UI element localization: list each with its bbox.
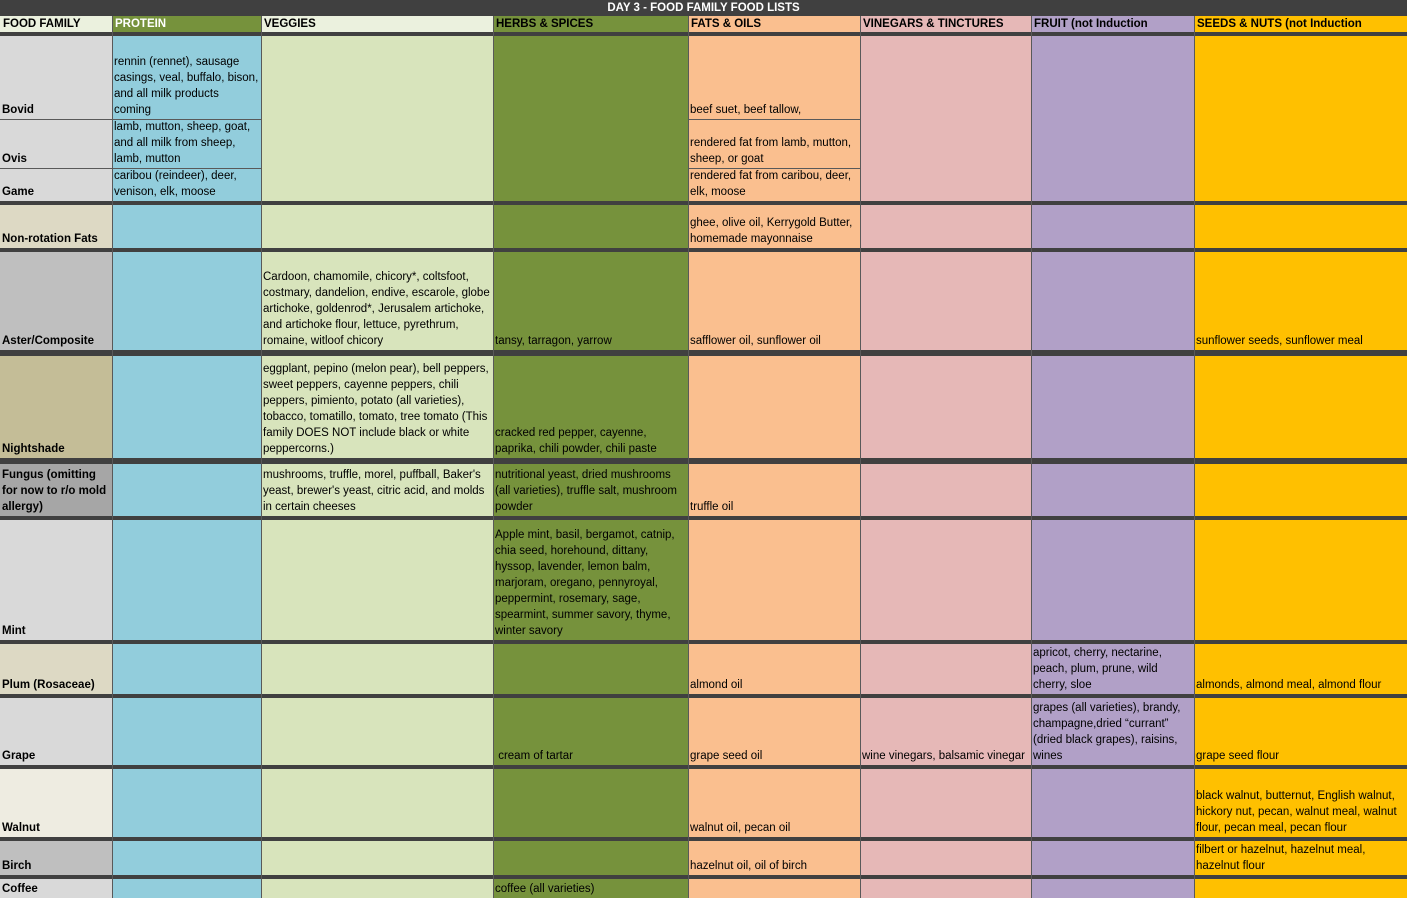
herbs-cell <box>493 520 688 640</box>
fruit-cell <box>1031 879 1194 898</box>
column-border <box>1031 16 1032 898</box>
seeds-cell <box>1194 769 1407 837</box>
vinegars-cell <box>860 205 1031 248</box>
seeds-cell <box>1194 356 1407 458</box>
column-border <box>860 16 861 898</box>
protein-cell <box>112 464 261 516</box>
fats-cell <box>688 841 860 875</box>
fats-cell <box>688 769 860 837</box>
fats-cell <box>688 644 860 694</box>
herbs-cell <box>493 698 688 765</box>
seeds-cell <box>1194 520 1407 640</box>
column-header-protein: PROTEIN <box>112 16 261 32</box>
fats-text: beef suet, beef tallow, <box>690 104 802 116</box>
column-header-vinegars: VINEGARS & TINCTURES <box>860 16 1031 32</box>
food-family-label: Walnut <box>2 822 40 834</box>
fruit-text: apricot, cherry, nectarine, peach, plum, prune, wild cherry, sloe <box>1033 647 1166 691</box>
food-family-cell <box>0 252 112 350</box>
protein-cell <box>112 119 261 168</box>
seeds-text: grape seed flour <box>1196 750 1280 762</box>
food-family-cell <box>0 36 112 119</box>
herbs-text: cracked red pepper, cayenne, paprika, chili powder, chili paste <box>495 427 657 455</box>
herbs-cell <box>493 644 688 694</box>
fats-cell <box>688 879 860 898</box>
row-divider <box>0 875 1407 879</box>
protein-cell <box>112 356 261 458</box>
protein-text: caribou (reindeer), deer, venison, elk, moose <box>114 170 240 198</box>
protein-cell <box>112 520 261 640</box>
herbs-cell <box>493 464 688 516</box>
veggies-cell <box>261 841 493 875</box>
veggies-cell <box>261 644 493 694</box>
veggies-cell <box>261 36 493 201</box>
fruit-cell <box>1031 841 1194 875</box>
fats-cell <box>688 252 860 350</box>
column-header-seeds: SEEDS & NUTS (not Induction <box>1194 16 1407 32</box>
food-family-label: Bovid <box>2 104 34 116</box>
seeds-text: black walnut, butternut, English walnut, hickory nut, pecan, walnut meal, walnut flour, pecan meal, pecan flour <box>1196 790 1400 834</box>
veggies-text: eggplant, pepino (melon pear), bell peppers, sweet peppers, cayenne peppers, chili peppers, pimiento, potato (all varieties), tobacco, tomatillo, tomato, tree tomato (This family DOES NOT include black or white peppercorns.) <box>263 363 492 455</box>
veggies-cell <box>261 464 493 516</box>
fruit-cell <box>1031 464 1194 516</box>
herbs-text: coffee (all varieties) <box>495 883 595 895</box>
food-family-label: Coffee <box>2 883 38 895</box>
seeds-cell <box>1194 698 1407 765</box>
herbs-text: cream of tartar <box>495 750 573 762</box>
food-family-label: Nightshade <box>2 443 65 455</box>
protein-text: rennin (rennet), sausage casings, veal, buffalo, bison, and all milk products coming <box>114 56 259 116</box>
seeds-cell <box>1194 464 1407 516</box>
fats-text: almond oil <box>690 679 743 691</box>
herbs-cell <box>493 769 688 837</box>
food-family-label: Non-rotation Fats <box>2 233 98 245</box>
seeds-cell <box>1194 879 1407 898</box>
fruit-cell <box>1031 520 1194 640</box>
seeds-text: sunflower seeds, sunflower meal <box>1196 335 1363 347</box>
seeds-text: almonds, almond meal, almond flour <box>1196 679 1382 691</box>
fats-cell <box>688 356 860 458</box>
vinegars-cell <box>860 252 1031 350</box>
fruit-cell <box>1031 769 1194 837</box>
cell-border <box>112 119 261 120</box>
vinegars-cell <box>860 879 1031 898</box>
vinegars-cell <box>860 36 1031 201</box>
column-border <box>688 16 689 898</box>
vinegars-text: wine vinegars, balsamic vinegar <box>862 750 1025 762</box>
cell-border <box>0 119 112 120</box>
herbs-cell <box>493 252 688 350</box>
fats-cell <box>688 464 860 516</box>
herbs-cell <box>493 36 688 201</box>
food-family-label: Aster/Composite <box>2 335 95 347</box>
fats-text: grape seed oil <box>690 750 763 762</box>
veggies-cell <box>261 356 493 458</box>
fats-text: walnut oil, pecan oil <box>690 822 791 834</box>
food-family-cell <box>0 168 112 201</box>
seeds-cell <box>1194 205 1407 248</box>
protein-cell <box>112 698 261 765</box>
food-family-cell <box>0 769 112 837</box>
column-border <box>261 16 262 898</box>
veggies-text: Cardoon, chamomile, chicory*, coltsfoot, costmary, dandelion, endive, escarole, globe artichoke, goldenrod*, Jerusalem artichoke, and artichoke flour, lettuce, pyrethrum, romaine, witloof chicory <box>263 271 490 347</box>
fruit-cell <box>1031 36 1194 201</box>
food-family-cell <box>0 356 112 458</box>
cell-border <box>688 168 860 169</box>
row-divider <box>0 694 1407 698</box>
vinegars-cell <box>860 520 1031 640</box>
row-divider <box>0 640 1407 644</box>
column-header-fruit: FRUIT (not Induction <box>1031 16 1194 32</box>
column-header-herbs: HERBS & SPICES <box>493 16 688 32</box>
protein-cell <box>112 36 261 119</box>
food-family-cell <box>0 698 112 765</box>
food-family-label: Ovis <box>2 153 27 165</box>
row-divider <box>0 201 1407 205</box>
veggies-cell <box>261 205 493 248</box>
fruit-cell <box>1031 698 1194 765</box>
veggies-cell <box>261 520 493 640</box>
food-family-label: Plum (Rosaceae) <box>2 679 95 691</box>
food-family-cell <box>0 119 112 168</box>
row-divider <box>0 350 1407 356</box>
food-family-label: Birch <box>2 860 32 872</box>
vinegars-cell <box>860 698 1031 765</box>
row-divider <box>0 516 1407 520</box>
protein-cell <box>112 841 261 875</box>
food-family-label: Game <box>2 186 34 198</box>
fats-cell <box>688 698 860 765</box>
herbs-cell <box>493 356 688 458</box>
fats-text: rendered fat from lamb, mutton, sheep, or goat <box>690 137 855 165</box>
herbs-text: tansy, tarragon, yarrow <box>495 335 612 347</box>
protein-cell <box>112 644 261 694</box>
seeds-cell <box>1194 841 1407 875</box>
protein-cell <box>112 879 261 898</box>
fats-cell <box>688 36 860 119</box>
protein-cell <box>112 205 261 248</box>
column-border <box>493 16 494 898</box>
vinegars-cell <box>860 644 1031 694</box>
fats-cell <box>688 205 860 248</box>
veggies-cell <box>261 698 493 765</box>
fats-text: hazelnut oil, oil of birch <box>690 860 807 872</box>
cell-border <box>0 168 112 169</box>
column-header-fats: FATS & OILS <box>688 16 860 32</box>
food-family-label: Fungus (omitting for now to r/o mold allergy) <box>2 469 110 513</box>
fruit-cell <box>1031 205 1194 248</box>
food-family-cell <box>0 205 112 248</box>
fats-text: truffle oil <box>690 501 734 513</box>
row-divider <box>0 765 1407 769</box>
protein-cell <box>112 168 261 201</box>
fruit-cell <box>1031 356 1194 458</box>
fruit-cell <box>1031 644 1194 694</box>
food-family-cell <box>0 841 112 875</box>
sheet-title: DAY 3 - FOOD FAMILY FOOD LISTS <box>0 0 1407 16</box>
food-family-cell <box>0 520 112 640</box>
food-family-cell <box>0 464 112 516</box>
protein-text: lamb, mutton, sheep, goat, and all milk from sheep, lamb, mutton <box>114 121 254 165</box>
food-family-label: Grape <box>2 750 36 762</box>
fats-cell <box>688 520 860 640</box>
herbs-text: Apple mint, basil, bergamot, catnip, chia seed, horehound, dittany, hyssop, lavender, lemon balm, marjoram, oregano, pennyroyal, peppermint, rosemary, sage, spearmint, summer savory, thyme, winter savory <box>495 529 678 637</box>
vinegars-cell <box>860 464 1031 516</box>
row-divider <box>0 837 1407 841</box>
column-border <box>1194 16 1195 898</box>
row-divider <box>0 458 1407 464</box>
vinegars-cell <box>860 769 1031 837</box>
food-family-cell <box>0 644 112 694</box>
cell-border <box>688 119 860 120</box>
fats-cell <box>688 119 860 168</box>
fruit-cell <box>1031 252 1194 350</box>
herbs-cell <box>493 205 688 248</box>
veggies-cell <box>261 769 493 837</box>
seeds-cell <box>1194 36 1407 201</box>
herbs-cell <box>493 879 688 898</box>
row-divider <box>0 248 1407 252</box>
seeds-text: filbert or hazelnut, hazelnut meal, hazelnut flour <box>1196 844 1369 872</box>
fats-cell <box>688 168 860 201</box>
veggies-text: mushrooms, truffle, morel, puffball, Baker's yeast, brewer's yeast, citric acid, and molds in certain cheeses <box>263 469 488 513</box>
veggies-cell <box>261 879 493 898</box>
fats-text: rendered fat from caribou, deer, elk, moose <box>690 170 855 198</box>
fats-text: ghee, olive oil, Kerrygold Butter, homemade mayonnaise <box>690 217 856 245</box>
column-border <box>112 16 113 898</box>
herbs-cell <box>493 841 688 875</box>
fruit-text: grapes (all varieties), brandy, champagne,dried “currant” (dried black grapes), raisins, wines <box>1033 702 1184 762</box>
seeds-cell <box>1194 644 1407 694</box>
vinegars-cell <box>860 356 1031 458</box>
column-header-family: FOOD FAMILY <box>0 16 112 32</box>
cell-border <box>112 168 261 169</box>
herbs-text: nutritional yeast, dried mushrooms (all varieties), truffle salt, mushroom powder <box>495 469 681 513</box>
protein-cell <box>112 769 261 837</box>
veggies-cell <box>261 252 493 350</box>
protein-cell <box>112 252 261 350</box>
vinegars-cell <box>860 841 1031 875</box>
food-family-label: Mint <box>2 625 26 637</box>
seeds-cell <box>1194 252 1407 350</box>
column-header-veggies: VEGGIES <box>261 16 493 32</box>
food-family-cell <box>0 879 112 898</box>
fats-text: safflower oil, sunflower oil <box>690 335 821 347</box>
